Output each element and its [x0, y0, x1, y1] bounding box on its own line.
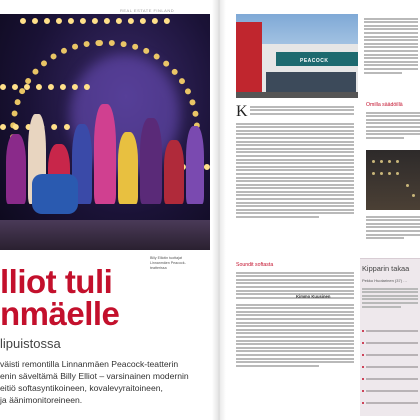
section-heading: Omilla säädöillä — [366, 102, 403, 108]
dancer — [32, 174, 78, 214]
sound-desk-photo — [366, 150, 420, 210]
bullet-icon — [362, 354, 364, 356]
body-column — [366, 214, 420, 241]
dancer — [140, 118, 162, 204]
sidebar-intro: Pekko Huotarinen (37) … — [362, 278, 408, 283]
sidebar-list-item — [366, 390, 418, 392]
body-column — [366, 110, 420, 140]
bullet-icon — [362, 366, 364, 368]
body-column — [236, 302, 354, 368]
body-column — [364, 16, 418, 75]
building-windows — [266, 72, 356, 92]
bullet-icon — [362, 402, 364, 404]
theater-building-photo — [236, 14, 358, 98]
building-tower — [236, 22, 262, 98]
page-header: REAL ESTATE FINLAND — [120, 8, 175, 13]
lead-line: eitiö softasyntikoineen, kovalevyraitoineen, — [0, 383, 163, 393]
dancer — [164, 140, 184, 204]
dancer — [118, 132, 138, 204]
sidebar-list-item — [366, 378, 418, 380]
right-page — [226, 0, 420, 420]
body-column — [236, 270, 354, 300]
headline-line: lliot tuli — [0, 263, 113, 300]
dancer — [186, 126, 204, 204]
lead-line: väisti remontilla Linnanmäen Peacock-teatterin — [0, 359, 179, 369]
dancer — [94, 104, 116, 204]
highlighted-name: Kimmo Kuusinen — [296, 294, 331, 299]
lead-line: enin säveltämä Billy Elliot – varsinainen modernin — [0, 371, 189, 381]
headline-line: nmäelle — [0, 295, 120, 332]
bullet-icon — [362, 378, 364, 380]
dancer — [6, 134, 26, 204]
sidebar-list-item — [366, 342, 418, 344]
peacock-sign: PEACOCK — [300, 58, 329, 64]
body-column — [236, 121, 354, 220]
marquee-lights — [20, 18, 170, 24]
stage-floor — [0, 220, 210, 250]
bullet-icon — [362, 330, 364, 332]
page-gutter — [212, 0, 226, 420]
lead-line: ja äänimonitoreineen. — [0, 395, 83, 405]
bullet-icon — [362, 342, 364, 344]
article-subheading: lipuistossa — [0, 336, 61, 351]
drop-cap: K — [236, 103, 248, 120]
sidebar-list-item — [366, 330, 418, 332]
sidebar-list-item — [366, 366, 418, 368]
sidebar-text — [362, 286, 418, 309]
body-column — [250, 104, 354, 116]
stage-performance-photo — [0, 14, 210, 250]
street — [236, 92, 358, 98]
sidebar-list-item — [366, 354, 418, 356]
marquee-lights — [0, 84, 90, 90]
article-lead — [0, 358, 214, 406]
photo-caption: Billy Elliotin tuottajat Linnanmäen Peacock-teatterissa — [150, 256, 186, 270]
bullet-icon — [362, 390, 364, 392]
section-heading: Soundit softasta — [236, 262, 274, 268]
sidebar-title: Kipparin takaa — [362, 264, 410, 273]
sidebar-list-item — [366, 402, 418, 404]
